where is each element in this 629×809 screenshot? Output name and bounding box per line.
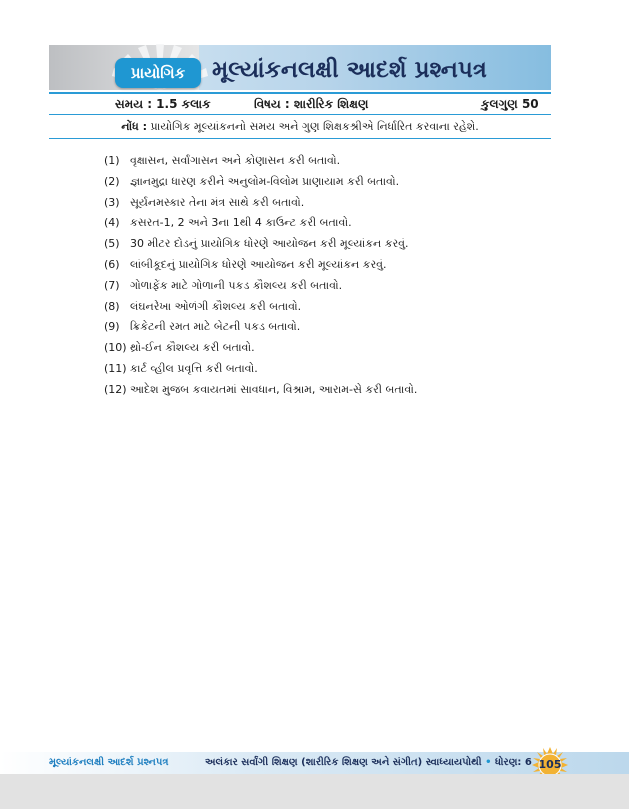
question-text: થ્રો-ઈન કૌશલ્ય કરી બતાવો.: [130, 341, 255, 355]
question-number: (8): [104, 299, 120, 313]
info-rule: [49, 114, 551, 115]
practical-badge: પ્રાયોગિક: [115, 58, 201, 88]
list-item: [104, 193, 544, 214]
question-text: કાર્ટ વ્હીલ પ્રવૃત્તિ કરી બતાવો.: [130, 361, 258, 375]
question-number: (4): [104, 216, 120, 230]
question-text: લંઘનરેખા ઓળંગી કૌશલ્ય કરી બતાવો.: [130, 299, 302, 313]
question-number: (10): [104, 341, 127, 355]
list-item: [104, 359, 544, 380]
question-number: (3): [104, 195, 120, 209]
question-list: [104, 151, 544, 401]
list-item: [104, 234, 544, 255]
question-number: (9): [104, 320, 120, 334]
exam-total-marks: કુલગુણ 50: [481, 97, 539, 111]
question-text: આદેશ મુજબ કવાયતમાં સાવધાન, વિશ્રામ, આરામ-સે કરી બતાવો.: [130, 382, 418, 396]
list-item: [104, 172, 544, 193]
note-rule: [49, 138, 551, 139]
question-number: (12): [104, 382, 127, 396]
question-text: ક્રિકેટની રમત માટે બેટની પકડ બતાવો.: [130, 320, 301, 334]
page-title: મૂલ્યાંકનલક્ષી આદર્શ પ્રશ્નપત્ર: [212, 57, 487, 83]
question-number: (11): [104, 361, 127, 375]
exam-time: સમય : 1.5 કલાક: [115, 97, 211, 111]
question-text: જ્ઞાનમુદ્રા ધારણ કરીને અનુલોમ-વિલોમ પ્રાણાયામ કરી બતાવો.: [130, 174, 400, 188]
note: [49, 119, 551, 135]
note-label: નોંધ :: [121, 120, 147, 133]
exam-info-row: [49, 96, 551, 112]
list-item: [104, 151, 544, 172]
question-text: વૃક્ષાસન, સર્વાંગાસન અને કોણાસન કરી બતાવો.: [130, 154, 341, 167]
question-text: કસરત-1, 2 અને 3ના 1થી 4 કાઉન્ટ કરી બતાવો.: [130, 216, 352, 230]
footer-book-title: [205, 757, 532, 769]
question-number: (7): [104, 278, 120, 292]
question-text: 30 મીટર દોડનું પ્રાયોગિક ધોરણે આયોજન કરી મૂલ્યાંકન કરવું.: [130, 237, 409, 251]
list-item: [104, 338, 544, 359]
question-text: ગોળાફેંક માટે ગોળાની પકડ કૌશલ્ય કરી બતાવો.: [130, 278, 343, 292]
question-number: (5): [104, 237, 120, 251]
footer-book-name: અલંકાર સર્વાંગી શિક્ષણ (શારીરિક શિક્ષણ અને સંગીત) સ્વાધ્યાયપોથી: [205, 757, 482, 768]
question-text: સૂર્યનમસ્કાર તેના મંત્ર સાથે કરી બતાવો.: [130, 195, 305, 209]
footer-section-title: મૂલ્યાંકનલક્ષી આદર્શ પ્રશ્નપત્ર: [49, 757, 169, 768]
bottom-margin: [0, 774, 629, 809]
list-item: [104, 276, 544, 297]
header-rule-top: [49, 92, 551, 94]
list-item: [104, 255, 544, 276]
list-item: [104, 380, 544, 401]
question-number: (6): [104, 257, 120, 271]
list-item: [104, 213, 544, 234]
footer-grade: ધોરણ: 6: [495, 757, 532, 768]
footer-separator: •: [485, 757, 492, 768]
list-item: [104, 297, 544, 318]
page-number: 105: [538, 758, 562, 771]
list-item: [104, 317, 544, 338]
question-number: (1): [104, 154, 120, 167]
exam-subject: વિષય : શારીરિક શિક્ષણ: [254, 97, 369, 111]
question-text: લાંબીકૂદનું પ્રાયોગિક ધોરણે આયોજન કરી મૂલ્યાંકન કરવું.: [130, 257, 387, 271]
note-text: પ્રાયોગિક મૂલ્યાંકનનો સમય અને ગુણ શિક્ષકશ્રીએ નિર્ધારિત કરવાના રહેશે.: [150, 120, 479, 133]
question-number: (2): [104, 174, 120, 188]
